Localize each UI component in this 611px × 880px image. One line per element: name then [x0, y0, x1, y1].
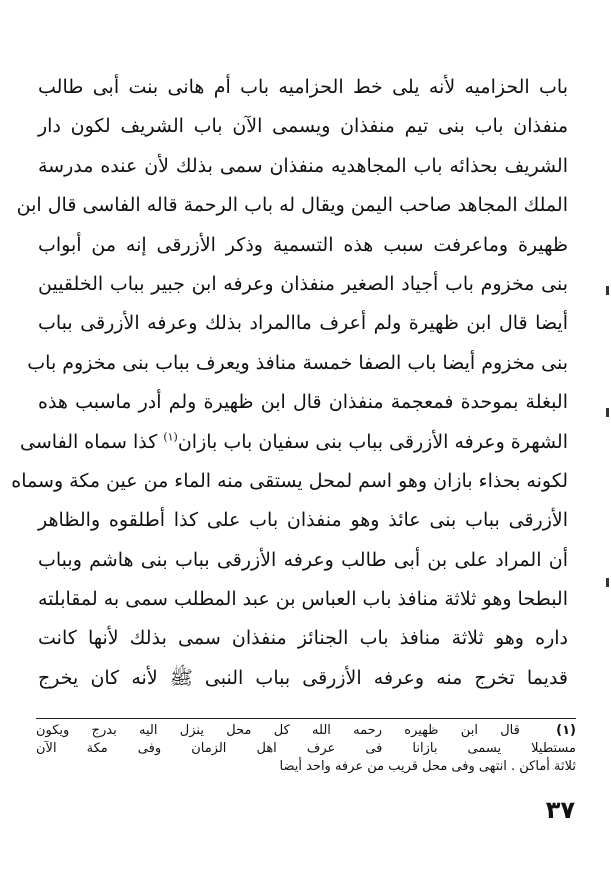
text-line-15: داره وهو ثلاثة منافذ باب الجنائز منفذان سمى بذلك لأنها كانت	[38, 627, 568, 650]
main-text-block	[11, 68, 568, 698]
text-line-9: البغلة بموحدة فمعجمة منفذان قال ابن ظهيرة ولم أدر ماسبب هذه	[38, 391, 568, 414]
margin-mark	[606, 408, 609, 417]
text-line-3: الشريف بحذائه باب المجاهديه منفذان سمى بذلك لأن عنده مدرسة	[38, 154, 568, 177]
footnote-line-1	[36, 722, 576, 740]
text-line-5: ظهيرة وماعرفت سبب هذه التسمية وذكر الأزرقى إنه من أبواب	[38, 233, 568, 256]
text-line-13: أن المراد على بن أبى طالب وعرفه الأزرقى بباب بنى هاشم وبباب	[38, 548, 568, 571]
text-line-10-tail: كذا سماه الفاسى	[20, 430, 158, 453]
footnote-line-3: ثلاثة أماكن . انتهى وفى محل قريب من عرفه واحد أيضا	[279, 759, 576, 774]
text-line-1: باب الحزاميه لأنه يلى خط الحزاميه باب أم هانى بنت أبى طالب	[38, 76, 568, 98]
footnote-line-1-text: قال ابن ظهيره رحمه الله كل محل ينزل اليه بدرج ويكون	[36, 723, 520, 738]
footnote-marker: (١)	[556, 723, 576, 738]
margin-mark	[606, 286, 609, 295]
footnote-divider	[36, 718, 576, 719]
text-line-8: بنى مخزوم أيضا باب الصفا خمسة منافذ ويعرف بباب بنى مخزوم باب	[27, 351, 568, 374]
footnote-line-2: مستطيلا يسمى بازانا فى عرف اهل الزمان وفى مكة الآن	[36, 741, 576, 756]
text-line-7: أيضا قال ابن ظهيرة ولم أعرف ماالمراد بذلك وعرفه الأزرقى بباب	[38, 312, 568, 335]
text-line-11: لكونه بحذاء بازان وهو اسم لمحل يستقى منه الماء من عين مكة وسماه	[11, 469, 568, 492]
text-line-14: البطحا وهو ثلاثة منافذ باب العباس بن عبد المطلب سمى به لمقابلته	[38, 588, 568, 611]
text-line-2: منفذان باب بنى تيم منفذان ويسمى الآن باب الشريف لكون دار	[38, 115, 568, 138]
margin-mark	[606, 578, 609, 587]
footnote-reference[interactable]: (١)	[163, 430, 178, 444]
page-number: ٣٧	[545, 796, 575, 824]
text-line-10	[20, 423, 568, 462]
text-line-4: الملك المجاهد صاحب اليمن ويقال له باب الرحمة قاله الفاسى قال ابن	[16, 194, 568, 217]
text-line-12: الأزرقى بباب بنى عائذ وهو منفذان باب على كذا أطلقوه والظاهر	[38, 509, 568, 532]
footnote-block	[36, 722, 576, 776]
text-line-16: قديما تخرج منه وعرفه الأزرقى بباب النبى ﷺ لأنه كان يخرج	[38, 666, 568, 689]
text-line-10-main: الشهرة وعرفه الأزرقى بباب بنى سفيان باب بازان	[177, 430, 568, 453]
text-line-6: بنى مخزوم باب أجياد الصغير منفذان وعرفه ابن جبير بباب الخلقيين	[38, 272, 568, 295]
